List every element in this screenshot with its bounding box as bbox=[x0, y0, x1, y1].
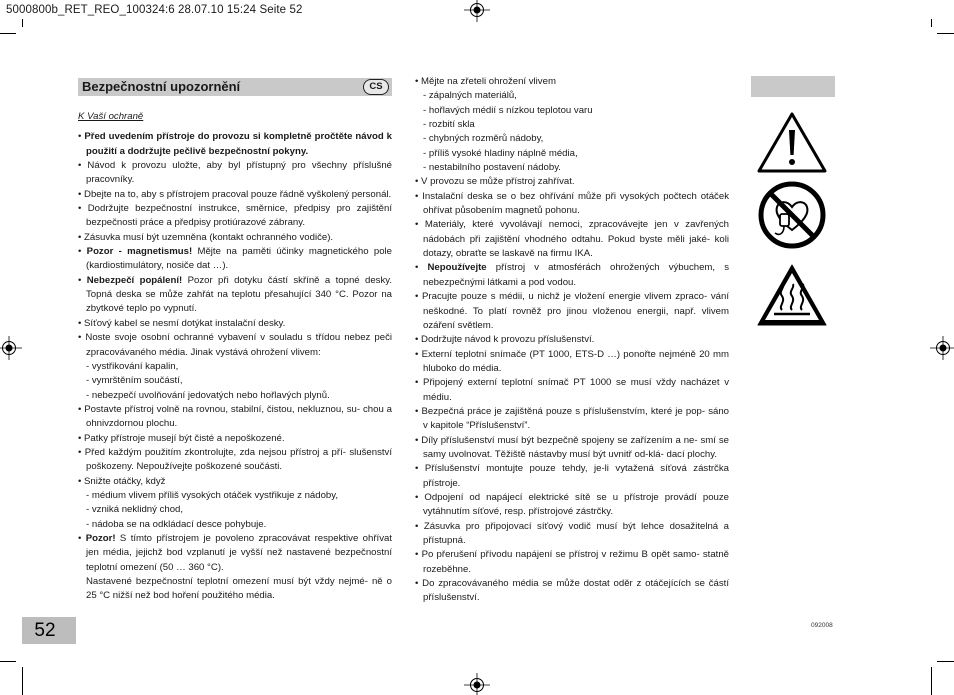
crop-mark bbox=[937, 33, 954, 34]
print-slug: 5000800b_RET_REO_100324:6 28.07.10 15:24 Seite 52 bbox=[6, 4, 303, 16]
bullet-item bbox=[78, 331, 392, 360]
right-header-bar bbox=[751, 76, 835, 97]
bullet-icon: • bbox=[78, 246, 87, 258]
bullet-icon: • bbox=[415, 463, 425, 475]
bullet-icon: • bbox=[415, 434, 422, 446]
hot-surface-icon bbox=[756, 262, 828, 328]
subsection-heading-text: K Vaší ochraně bbox=[78, 111, 144, 122]
sub-item: - médium vlivem příliš vysokých otáček vystřikuje z nádoby, bbox=[86, 489, 339, 501]
crop-mark bbox=[0, 661, 16, 662]
sub-item: - hořlavých médií s nízkou teplotou varu bbox=[423, 104, 593, 116]
registration-mark-icon bbox=[462, 0, 492, 22]
bullet-item bbox=[78, 274, 392, 317]
bullet-icon: • bbox=[78, 188, 85, 200]
sub-item: - vzniká neklidný chod, bbox=[86, 504, 184, 516]
bullet-text: Materiály, které vyvolávají nemoci, zpracovávejte jen v zavřených nádobách při zajištění vhodného odtahu. Pokud byste měli jaké- koli dotazy, obraťte se laskavě na firmu IKA. bbox=[423, 219, 729, 260]
bullet-text: Návod k provozu uložte, aby byl přístupný pro všechny příslušné pracovníky. bbox=[86, 160, 392, 186]
bullet-bold-text: Pozor! bbox=[85, 532, 116, 544]
bullet-icon: • bbox=[415, 348, 422, 360]
left-column bbox=[78, 110, 392, 604]
bullet-icon: • bbox=[415, 190, 423, 202]
bullet-text: V provozu se může přístroj zahřívat. bbox=[421, 176, 575, 188]
bullet-item bbox=[415, 376, 729, 405]
bullet-icon: • bbox=[415, 291, 423, 303]
bullet-icon: • bbox=[78, 432, 85, 444]
bullet-item bbox=[78, 231, 392, 245]
bullet-item bbox=[415, 577, 729, 606]
sub-item: - vystřikování kapalin, bbox=[86, 360, 179, 372]
bullet-text: Zásuvka musí být uzemněna (kontakt ochranného vodiče). bbox=[84, 231, 334, 243]
bullet-icon: • bbox=[415, 334, 422, 346]
sub-item: - příliš vysoké hladiny náplně média, bbox=[423, 147, 578, 159]
bullet-icon: • bbox=[415, 262, 428, 274]
bullet-text: přístroj v atmosférách ohrožených výbuchem, s nebezpečnými látkami a pod vodou. bbox=[423, 262, 729, 288]
bullet-text: Noste svoje osobní ochranné vybavení v souladu s třídou nebez peči zpracovávaného média. Jinak vystává ohrožení vlivem: bbox=[85, 332, 392, 358]
bullet-item bbox=[415, 218, 729, 261]
bullet-icon: • bbox=[78, 475, 85, 487]
bullet-icon: • bbox=[78, 332, 86, 344]
bullet-icon: • bbox=[415, 377, 424, 389]
bullet-icon: • bbox=[78, 274, 87, 286]
bullet-item bbox=[415, 175, 729, 189]
bullet-text: Připojený externí teplotní snímač PT 1000 se musí vždy nacházet v médiu. bbox=[423, 377, 729, 403]
bullet-item bbox=[415, 290, 729, 333]
bullet-bold-text: Před uvedením přístroje do provozu si kompletně pročtěte návod k použití a dodržujte pečlivě bezpečnostní pokyny. bbox=[84, 131, 392, 157]
bullet-item bbox=[415, 348, 729, 377]
bullet-item bbox=[78, 159, 392, 188]
registration-mark-icon bbox=[930, 334, 954, 362]
bullet-text: Mějte na zřeteli ohrožení vlivem bbox=[421, 76, 556, 87]
bullet-icon: • bbox=[415, 549, 422, 561]
no-pacemaker-icon bbox=[757, 180, 827, 250]
bullet-icon: • bbox=[415, 219, 425, 231]
bullet-text: Dodržujte bezpečnostní instrukce, směrnice, předpisy pro zajištění bezpečnosti práce a předpisy protiúrazové zábrany. bbox=[86, 203, 392, 229]
crop-mark bbox=[937, 661, 954, 662]
sub-item: - rozbití skla bbox=[423, 119, 475, 131]
bullet-text: Dodržujte návod k provozu příslušenství. bbox=[421, 334, 595, 346]
bullet-icon: • bbox=[415, 578, 423, 590]
sub-item: - nestabilního postavení nádoby. bbox=[423, 162, 561, 174]
page-number: 52 bbox=[34, 620, 56, 641]
bullet-icon: • bbox=[78, 532, 86, 544]
bullet-text: Do zpracovávaného média se může dostat oděr z otáčejících se částí příslušenství. bbox=[422, 578, 729, 604]
bullet-bold-text: Pozor - magnetismus! bbox=[86, 246, 193, 258]
bullet-text: Příslušenství montujte pouze tehdy, je-li vytažená síťová zástrčka přístroje. bbox=[423, 463, 729, 489]
bullet-text: Pracujte pouze s médii, u nichž je vložení energie vlivem zpraco- vání neškodné. To platí rovněž pro jinou vloženou energii, např. vlivem ozáření světlem. bbox=[422, 291, 729, 331]
language-badge: CS bbox=[363, 79, 389, 95]
bullet-item bbox=[78, 130, 392, 159]
bullet-item bbox=[78, 446, 392, 475]
bullet-item bbox=[78, 317, 392, 331]
bullet-icon: • bbox=[415, 405, 422, 417]
bullet-icon: • bbox=[78, 203, 88, 215]
bullet-text: Síťový kabel se nesmí dotýkat instalační desky. bbox=[84, 317, 286, 329]
bullet-item bbox=[78, 475, 392, 489]
bullet-text: Pozor při dotyku částí skříně a topné desky. Topná deska se může zahřát na teplotu přesahující 340 °C. Pozor na zbytkové teplo po vypnutí. bbox=[86, 274, 393, 315]
crop-mark bbox=[931, 19, 932, 27]
bullet-icon: • bbox=[415, 491, 425, 503]
bullet-item bbox=[415, 333, 729, 347]
bullet-text: Externí teplotní snímače (PT 1000, ETS-D …) ponořte nejméně 20 mm hluboko do média. bbox=[421, 348, 729, 374]
sub-item: - nebezpečí uvolňování jedovatých nebo hořlavých plynů. bbox=[86, 389, 330, 401]
bullet-icon: • bbox=[415, 76, 422, 87]
sub-item: - chybných rozměrů nádoby, bbox=[423, 133, 544, 145]
bullet-item bbox=[415, 548, 729, 577]
section-title: Bezpečnostní upozornění bbox=[82, 79, 241, 94]
bullet-text: Odpojení od napájecí elektrické sítě se u přístroje provádí pouze vytáhnutím síťové, resp. přístrojové zástrčky. bbox=[423, 491, 729, 518]
bullet-text: Instalační deska se o bez ohřívání může při vysokých počtech otáček ohřívat působením magnetů pohonu. bbox=[422, 190, 729, 217]
bullet-text: Bezpečná práce je zajištěná pouze s příslušenstvím, které je pop- sáno v kapitole “Příslušenství”. bbox=[421, 405, 730, 432]
warning-triangle-icon bbox=[756, 110, 828, 174]
bullet-icon: • bbox=[78, 403, 85, 415]
bullet-bold-text: Nepoužívejte bbox=[427, 262, 487, 274]
bullet-text: Dbejte na to, aby s přístrojem pracoval pouze řádně vyškolený personál. bbox=[84, 188, 392, 200]
bullet-item bbox=[78, 245, 392, 274]
sub-item: - nádoba se na odkládací desce pohybuje. bbox=[86, 518, 267, 530]
subsection-heading bbox=[78, 110, 392, 124]
bullet-item bbox=[78, 432, 392, 446]
bullet-text: Po přerušení přívodu napájení se přístroj v režimu B opět samo- statně rozeběhne. bbox=[421, 549, 729, 575]
bullet-icon: • bbox=[415, 176, 422, 188]
bullet-icon: • bbox=[78, 160, 88, 172]
bullet-text: Postavte přístroj volně na rovnou, stabilní, čistou, nekluznou, su- chou a ohnivzdornou plochu. bbox=[84, 403, 392, 430]
bullet-text: Patky přístroje musejí být čisté a nepoškozené. bbox=[84, 432, 285, 444]
bullet-item bbox=[415, 434, 729, 463]
bullet-icon: • bbox=[78, 446, 85, 458]
bullet-item bbox=[78, 403, 392, 432]
bullet-icon: • bbox=[78, 317, 85, 329]
bullet-item bbox=[415, 462, 729, 491]
crop-mark bbox=[0, 33, 16, 34]
bullet-item bbox=[415, 520, 729, 549]
page-number-box bbox=[22, 617, 76, 644]
bullet-text: Před každým použitím zkontrolujte, zda nejsou přístroj a pří- slušenství poškozeny. Nepoužívejte poškozené součásti. bbox=[84, 446, 392, 473]
right-column bbox=[415, 75, 729, 606]
bullet-text: S tímto přístrojem je povoleno zpracovávat respektive ohřívat jen média, jejichž bod vzplanutí je vyšší než nastavené bezpečnostní teplotní omezení (50 … 360 °C). bbox=[86, 532, 392, 573]
sub-item: - vymrštěním součástí, bbox=[86, 375, 183, 387]
crop-mark bbox=[931, 667, 932, 695]
document-code: 092008 bbox=[811, 622, 833, 629]
bullet-item bbox=[78, 188, 392, 202]
section-header bbox=[78, 78, 392, 96]
registration-mark-icon bbox=[462, 673, 492, 695]
bullet-item bbox=[415, 75, 729, 89]
bullet-text: Snižte otáčky, když bbox=[84, 475, 166, 487]
bullet-item bbox=[415, 405, 729, 434]
bullet-item bbox=[415, 261, 729, 290]
bullet-icon: • bbox=[78, 231, 85, 243]
bullet-item bbox=[415, 491, 729, 520]
crop-mark bbox=[22, 19, 23, 27]
bullet-icon: • bbox=[78, 131, 85, 143]
bullet-text: Zásuvka pro připojovací síťový vodič musí být lehce dosažitelná a přístupná. bbox=[423, 520, 729, 546]
bullet-item bbox=[415, 190, 729, 219]
bullet-text: Mějte na paměti účinky magnetického pole (kardiostimulátory, nosiče dat …). bbox=[86, 246, 392, 272]
bullet-item bbox=[78, 202, 392, 231]
bullet-bold-text: Nebezpečí popálení! bbox=[86, 274, 183, 286]
sub-item: - zápalných materiálů, bbox=[423, 90, 517, 102]
bullet-text: Díly příslušenství musí být bezpečně spojeny se zařízením a ne- smí se samy uvolnovat. Těžiště nástavby musí být uvnitř od-klá- dací plochy. bbox=[421, 434, 729, 460]
bullet-icon: • bbox=[415, 520, 424, 532]
registration-mark-icon bbox=[0, 334, 22, 362]
crop-mark bbox=[22, 667, 23, 695]
continuation-text: Nastavené bezpečnostní teplotní omezení musí být vždy nejmé- ně o 25 °C nižší než bod hoření použitého média. bbox=[86, 576, 392, 602]
bullet-item bbox=[78, 532, 392, 575]
